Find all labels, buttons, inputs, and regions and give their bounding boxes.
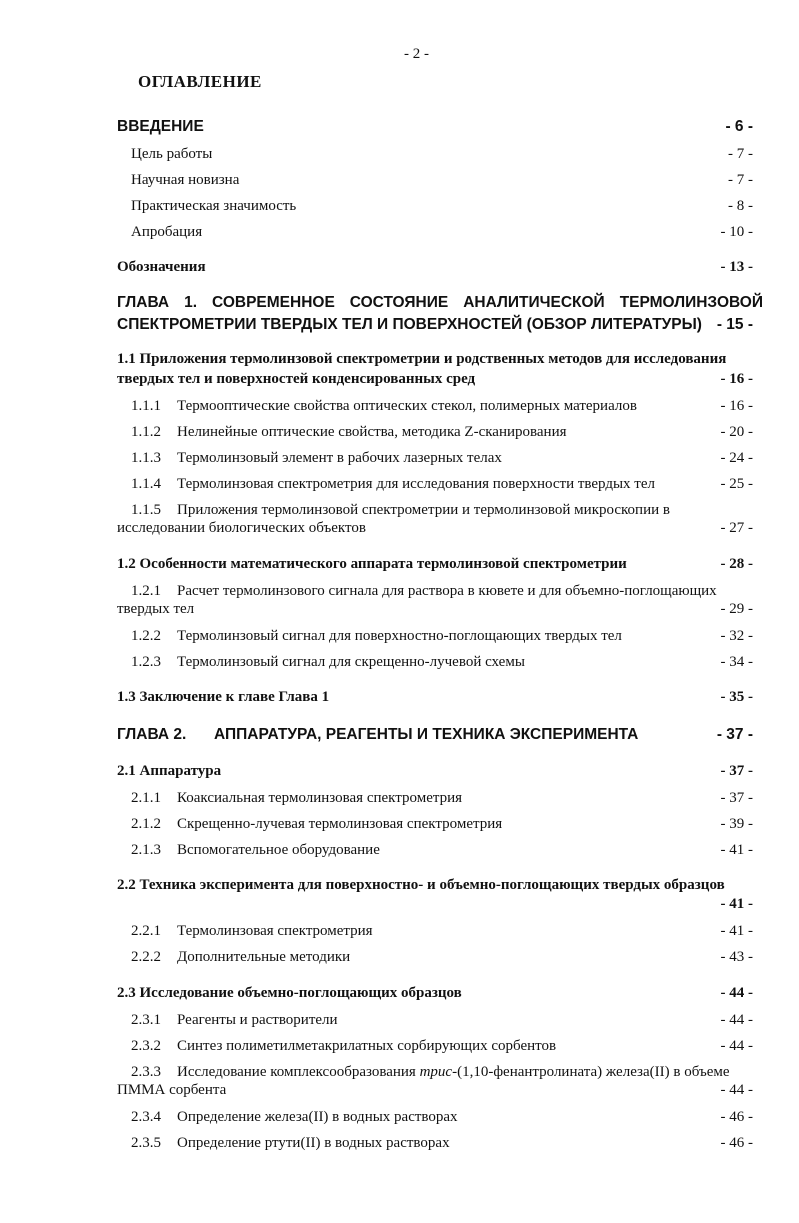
toc-page: - 46 -: [720, 1109, 753, 1125]
toc-page: - 7 -: [728, 172, 753, 188]
item-label: Синтез полиметилметакрилатных сорбирующих сорбентов: [177, 1038, 557, 1054]
item-number: 1.2.2: [131, 628, 161, 644]
chapter1-word: СОВРЕМЕННОЕ: [212, 294, 335, 311]
toc-page: - 25 -: [720, 476, 753, 492]
page-number: - 2 -: [404, 46, 429, 62]
toc-page: - 29 -: [720, 601, 753, 617]
toc-page: - 44 -: [720, 985, 753, 1001]
item-label-italic: трис: [419, 1064, 453, 1080]
toc-page: - 37 -: [720, 763, 753, 779]
item-label: Термооптические свойства оптических стекол, полимерных материалов: [177, 398, 637, 414]
toc-subitem-cont[interactable]: твердых тел: [117, 601, 195, 617]
toc-page: - 35 -: [720, 689, 753, 705]
item-label-rest: -(1,10-фенантролината) железа(II) в объеме: [452, 1064, 730, 1080]
item-number: 1.1.5: [131, 502, 161, 518]
item-label: Исследование комплексообразования: [177, 1064, 416, 1080]
toc-item[interactable]: Цель работы: [131, 146, 213, 162]
toc-page: - 7 -: [728, 146, 753, 162]
section-1-2[interactable]: 1.2 Особенности математического аппарата термолинзовой спектрометрии: [117, 556, 627, 572]
item-number: 1.1.2: [131, 424, 161, 440]
chapter1-word: АНАЛИТИЧЕСКОЙ: [463, 294, 605, 311]
item-label: Термолинзовый сигнал для поверхностно-поглощающих твердых тел: [177, 628, 622, 644]
chapter1-word: СОСТОЯНИЕ: [349, 294, 449, 311]
item-label: Термолинзовый сигнал для скрещенно-лучевой схемы: [177, 654, 525, 670]
chapter1-heading-line2[interactable]: СПЕКТРОМЕТРИИ ТВЕРДЫХ ТЕЛ И ПОВЕРХНОСТЕЙ (ОБЗОР ЛИТЕРАТУРЫ): [117, 316, 702, 333]
toc-subitem[interactable]: [131, 398, 637, 415]
toc-subitem[interactable]: [131, 842, 380, 859]
item-number: 2.2.2: [131, 949, 161, 965]
toc-subitem[interactable]: [131, 1012, 338, 1029]
item-label: Скрещенно-лучевая термолинзовая спектрометрия: [177, 816, 503, 832]
toc-subitem[interactable]: [131, 450, 502, 467]
item-label: Вспомогательное оборудование: [177, 842, 380, 858]
toc-page: - 24 -: [720, 450, 753, 466]
chapter2-number[interactable]: ГЛАВА 2.: [117, 726, 187, 743]
toc-page: - 46 -: [720, 1135, 753, 1151]
item-number: 1.1.1: [131, 398, 161, 414]
toc-item[interactable]: Научная новизна: [131, 172, 240, 188]
toc-intro-title[interactable]: ВВЕДЕНИЕ: [117, 118, 204, 135]
toc-notation[interactable]: Обозначения: [117, 259, 206, 275]
section-1-1-line1[interactable]: 1.1 Приложения термолинзовой спектрометрии и родственных методов для исследования: [117, 351, 727, 367]
toc-title: ОГЛАВЛЕНИЕ: [138, 72, 262, 91]
toc-page: - 41 -: [720, 842, 753, 858]
toc-subitem-cont[interactable]: ПММА сорбента: [117, 1082, 227, 1098]
item-number: 2.3.4: [131, 1109, 161, 1125]
toc-subitem[interactable]: [131, 654, 525, 671]
section-2-1[interactable]: 2.1 Аппаратура: [117, 763, 222, 779]
toc-page: - 16 -: [720, 398, 753, 414]
item-label: Реагенты и растворители: [177, 1012, 338, 1028]
item-number: 2.3.3: [131, 1064, 161, 1080]
item-label: Термолинзовая спектрометрия: [177, 923, 373, 939]
toc-page: - 39 -: [720, 816, 753, 832]
toc-page: - 32 -: [720, 628, 753, 644]
item-number: 2.3.2: [131, 1038, 161, 1054]
toc-subitem[interactable]: [131, 1135, 450, 1152]
toc-subitem[interactable]: [131, 502, 670, 519]
item-number: 2.2.1: [131, 923, 161, 939]
item-label: Нелинейные оптические свойства, методика Z-сканирования: [177, 424, 567, 440]
toc-subitem[interactable]: [131, 628, 622, 645]
item-label: Расчет термолинзового сигнала для раствора в кювете и для объемно-поглощающих: [177, 583, 717, 599]
item-number: 2.3.5: [131, 1135, 161, 1151]
toc-subitem[interactable]: [131, 1109, 458, 1126]
chapter1-page: - 15 -: [716, 316, 753, 333]
toc-page: - 10 -: [720, 224, 753, 240]
chapter1-heading-line1[interactable]: [117, 294, 763, 312]
item-number: 2.1.1: [131, 790, 161, 806]
toc-subitem[interactable]: [131, 424, 567, 441]
item-number: 1.1.3: [131, 450, 161, 466]
toc-page: - 44 -: [720, 1082, 753, 1098]
toc-page: - 41 -: [720, 896, 753, 912]
toc-page: - 44 -: [720, 1038, 753, 1054]
chapter2-title[interactable]: АППАРАТУРА, РЕАГЕНТЫ И ТЕХНИКА ЭКСПЕРИМЕНТА: [214, 726, 639, 743]
toc-page: - 28 -: [720, 556, 753, 572]
toc-subitem-cont[interactable]: исследовании биологических объектов: [117, 520, 366, 536]
section-1-1-line2[interactable]: твердых тел и поверхностей конденсированных сред: [117, 371, 476, 387]
item-number: 1.1.4: [131, 476, 161, 492]
item-number: 1.2.1: [131, 583, 161, 599]
item-label: Дополнительные методики: [177, 949, 351, 965]
toc-page: - 20 -: [720, 424, 753, 440]
toc-subitem[interactable]: [131, 1064, 730, 1081]
item-label: Определение железа(II) в водных растворах: [177, 1109, 458, 1125]
item-number: 2.1.3: [131, 842, 161, 858]
toc-page: - 27 -: [720, 520, 753, 536]
toc-subitem[interactable]: [131, 949, 350, 966]
toc-subitem[interactable]: [131, 583, 717, 600]
toc-subitem[interactable]: [131, 1038, 556, 1055]
section-2-2[interactable]: 2.2 Техника эксперимента для поверхностно- и объемно-поглощающих твердых образцов: [117, 877, 725, 893]
toc-page: - 37 -: [720, 790, 753, 806]
chapter2-page: - 37 -: [716, 726, 753, 743]
toc-page: - 34 -: [720, 654, 753, 670]
toc-intro-page: - 6 -: [725, 118, 753, 135]
item-label: Приложения термолинзовой спектрометрии и термолинзовой микроскопии в: [177, 502, 670, 518]
chapter1-word: ТЕРМОЛИНЗОВОЙ: [619, 294, 764, 311]
item-label: Термолинзовый элемент в рабочих лазерных телах: [177, 450, 502, 466]
toc-page: - 44 -: [720, 1012, 753, 1028]
toc-page: - 43 -: [720, 949, 753, 965]
chapter1-word: ГЛАВА 1.: [117, 294, 198, 311]
item-label: Термолинзовая спектрометрия для исследования поверхности твердых тел: [177, 476, 656, 492]
toc-page: - 13 -: [720, 259, 753, 275]
item-number: 1.2.3: [131, 654, 161, 670]
toc-subitem[interactable]: [131, 923, 373, 940]
toc-page: - 8 -: [728, 198, 753, 214]
item-label: Коаксиальная термолинзовая спектрометрия: [177, 790, 463, 806]
toc-subitem[interactable]: [131, 816, 502, 833]
toc-item[interactable]: Практическая значимость: [131, 198, 297, 214]
toc-page: - 16 -: [720, 371, 753, 387]
toc-page: - 41 -: [720, 923, 753, 939]
item-number: 2.3.1: [131, 1012, 161, 1028]
toc-subitem[interactable]: [131, 790, 462, 807]
item-label: Определение ртути(II) в водных растворах: [177, 1135, 450, 1151]
section-1-3[interactable]: 1.3 Заключение к главе Глава 1: [117, 689, 330, 705]
toc-subitem[interactable]: [131, 476, 655, 493]
section-2-3[interactable]: 2.3 Исследование объемно-поглощающих образцов: [117, 985, 462, 1001]
item-number: 2.1.2: [131, 816, 161, 832]
toc-item[interactable]: Апробация: [131, 224, 203, 240]
